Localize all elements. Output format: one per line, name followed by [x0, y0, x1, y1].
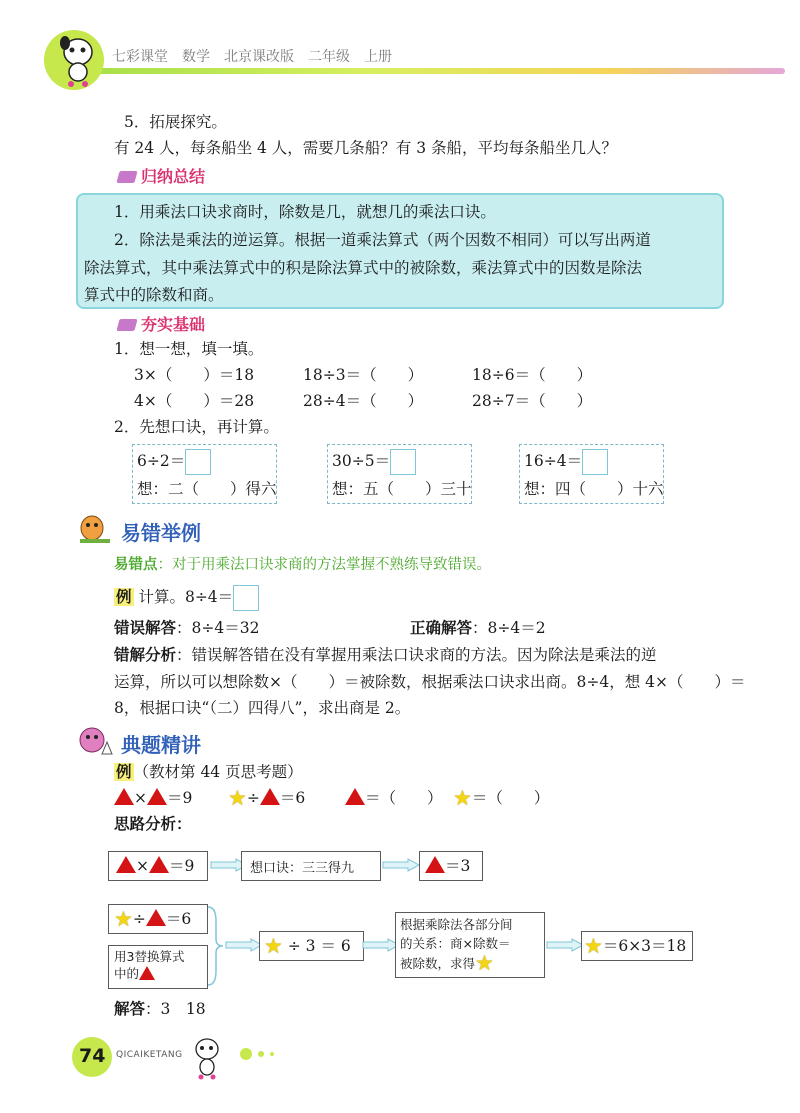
brace-icon — [206, 905, 226, 987]
correct-answer: 正确解答：8÷4＝2 — [410, 619, 546, 637]
summary-heading: 归纳总结 — [141, 167, 206, 186]
flow2-c: 根据乘除法各部分间 的关系：商×除数＝ 被除数，求得★ — [400, 917, 513, 975]
header-bar — [95, 68, 785, 74]
analysis-line-2: 运算，所以可以想除数×（ ）＝被除数，根据乘法口诀求出商。8÷4，想 4×（ ）＝ — [114, 673, 746, 691]
triangle-icon — [149, 856, 169, 873]
typical-equation-1: × ＝9 — [114, 787, 192, 809]
decor-dot — [258, 1051, 264, 1057]
analysis-line-1: 错解分析：错误解答错在没有掌握用乘法口诀求商的方法。因为除法是乘法的逆 — [114, 646, 657, 664]
q2-hint: 想：四（ ）十六 — [524, 480, 664, 498]
mistakes-example: 例 计算。8÷4＝ — [114, 585, 259, 611]
q1-cell: 28÷7＝（ ） — [472, 392, 593, 410]
arrow-right-icon — [546, 938, 584, 952]
summary-point-2-line-2: 除法算式，其中乘法算式中的积是除法算式中的被除数，乘法算式中的因数是除法 — [84, 259, 643, 277]
mascot-icon — [190, 1035, 224, 1081]
arrow-right-icon — [225, 938, 263, 952]
flow1-a: × ＝9 — [116, 855, 194, 877]
flow2-sub: 用3替换算式 中的 — [114, 949, 185, 981]
answer-box[interactable] — [582, 449, 608, 475]
flow2-a: ★÷ ＝6 — [114, 907, 192, 931]
q1-cell: 4×（ ）＝28 — [134, 392, 255, 410]
typical-example: 例 （教材第 44 页思考题） — [116, 763, 303, 781]
triangle-icon — [116, 856, 136, 873]
summary-point-2-line-3: 算式中的除数和商。 — [84, 286, 224, 304]
mascot-icon — [52, 30, 102, 88]
summary-point-1: 1．用乘法口诀求商时，除数是几，就想几的乘法口诀。 — [114, 203, 496, 221]
typical-equation-2: ★÷ ＝6 — [228, 786, 306, 810]
star-icon: ★ — [475, 951, 494, 975]
triangle-icon — [147, 788, 167, 805]
star-icon: ★ — [264, 934, 283, 958]
q1-cell: 28÷4＝（ ） — [303, 392, 424, 410]
basics-q2-title: 2．先想口诀，再计算。 — [114, 418, 279, 436]
arrow-right-icon — [382, 858, 420, 872]
star-icon: ★ — [453, 786, 472, 810]
answer: 解答：3 18 — [114, 1000, 206, 1018]
typical-equation-4: ★＝（ ） — [453, 786, 550, 810]
q1-cell: 18÷6＝（ ） — [472, 366, 593, 384]
triangle-icon — [146, 909, 166, 926]
q2-expression: 16÷4＝ — [524, 449, 608, 475]
mistakes-heading: 易错举例 — [121, 521, 201, 545]
answer-box[interactable] — [185, 449, 211, 475]
triangle-icon — [139, 966, 155, 980]
flow1-c: ＝3 — [425, 855, 470, 877]
triangle-icon — [114, 788, 134, 805]
eraser-icon — [116, 171, 137, 183]
triangle-icon — [260, 788, 280, 805]
cartoon-character-icon — [74, 512, 114, 546]
decor-dot — [270, 1052, 274, 1056]
flow1-b: 想口诀：三三得九 — [250, 861, 355, 876]
eraser-icon — [116, 319, 137, 331]
page-number: 74 — [79, 1045, 106, 1067]
decor-dot — [240, 1048, 252, 1060]
flow2-d: ★＝6×3＝18 — [584, 934, 687, 958]
analysis-line-3: 8，根据口诀“（二）四得八”，求出商是 2。 — [114, 699, 411, 717]
q2-hint: 想：五（ ）三十 — [332, 480, 472, 498]
typical-equation-3: ＝（ ） — [345, 787, 443, 809]
triangle-icon — [425, 856, 445, 873]
cartoon-character-icon — [74, 724, 114, 758]
summary-point-2-line-1: 2．除法是乘法的逆运算。根据一道乘法算式（两个因数不相同）可以写出两道 — [114, 231, 651, 249]
flow2-b: ★ ÷ 3 ＝ 6 — [264, 934, 351, 958]
q2-expression: 30÷5＝ — [332, 449, 416, 475]
footer-brand: QICAIKETANG — [116, 1050, 183, 1060]
q1-cell: 18÷3＝（ ） — [303, 366, 424, 384]
star-icon: ★ — [114, 907, 133, 931]
q2-hint: 想：二（ ）得六 — [137, 480, 277, 498]
answer-box[interactable] — [390, 449, 416, 475]
extension-number: 5．拓展探究。 — [124, 113, 227, 131]
extension-question: 有 24 人，每条船坐 4 人，需要几条船？有 3 条船，平均每条船坐几人？ — [114, 139, 618, 157]
header-title: 七彩课堂 数学 北京课改版 二年级 上册 — [112, 49, 392, 65]
star-icon: ★ — [584, 934, 603, 958]
answer-box[interactable] — [233, 585, 259, 611]
typical-heading: 典题精讲 — [121, 733, 201, 757]
basics-heading: 夯实基础 — [141, 315, 206, 334]
wrong-answer: 错误解答：8÷4＝32 — [114, 619, 260, 637]
q1-cell: 3×（ ）＝18 — [134, 366, 255, 384]
analysis-label: 思路分析： — [114, 815, 192, 833]
star-icon: ★ — [228, 786, 247, 810]
q2-expression: 6÷2＝ — [137, 449, 211, 475]
triangle-icon — [345, 788, 365, 805]
mistakes-point: 易错点：对于用乘法口诀求商的方法掌握不熟练导致错误。 — [114, 557, 491, 573]
basics-q1-title: 1．想一想，填一填。 — [114, 340, 264, 358]
